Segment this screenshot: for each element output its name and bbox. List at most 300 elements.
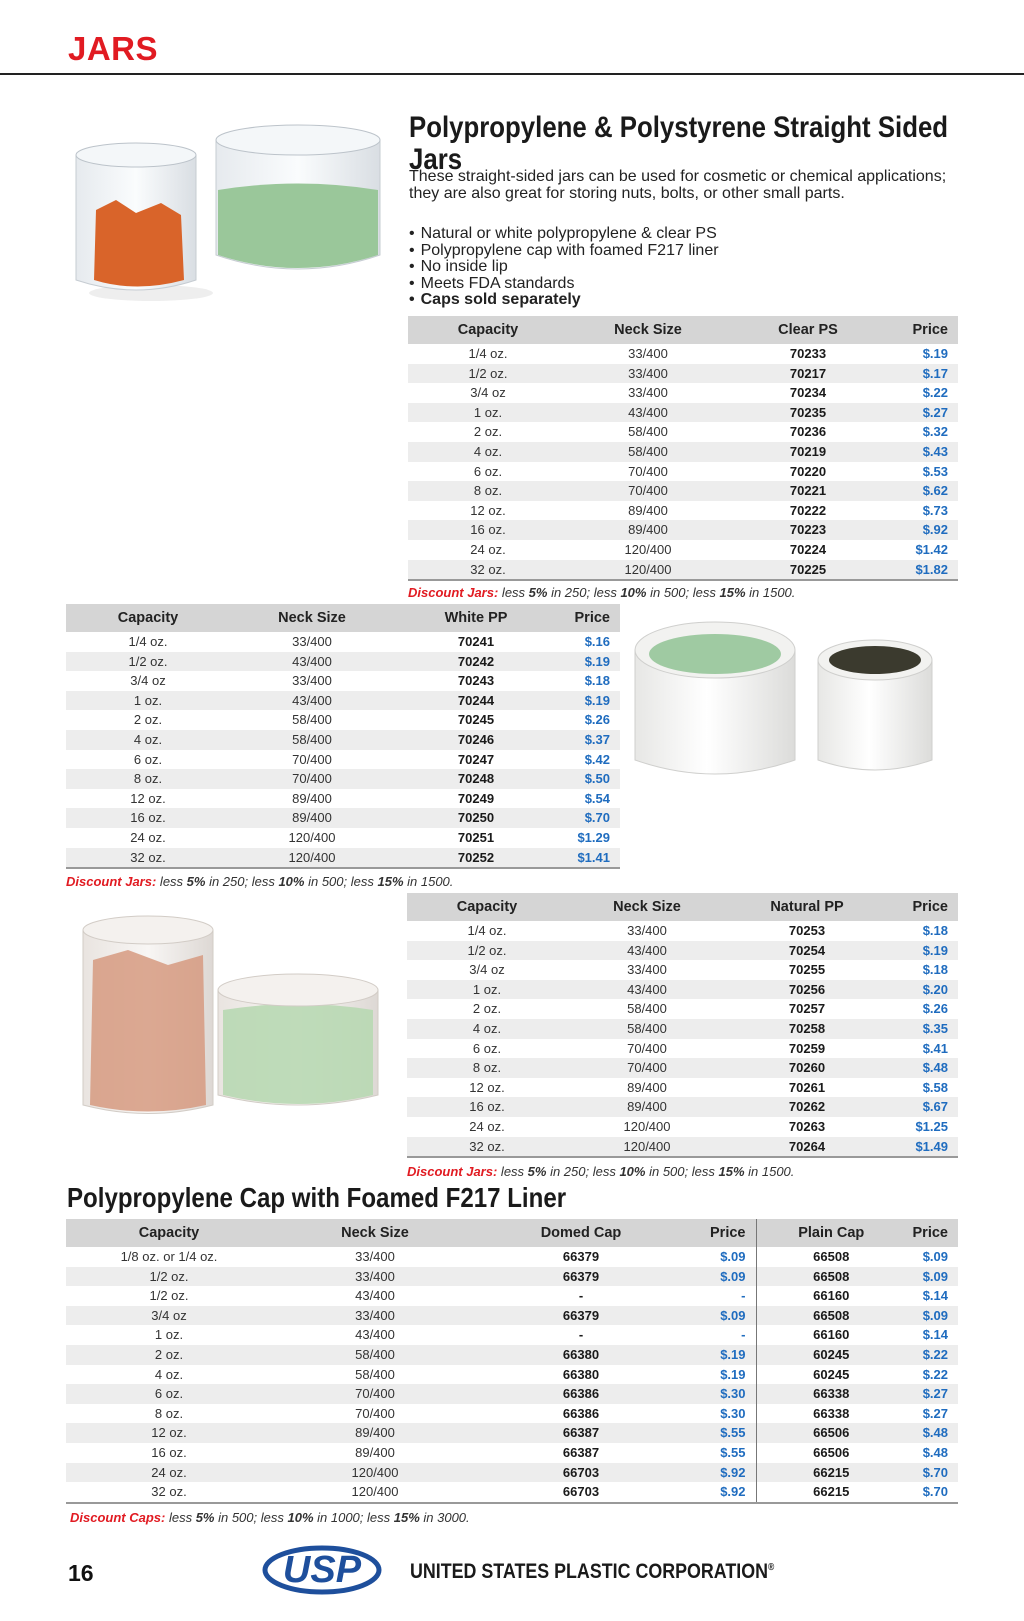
table-row xyxy=(66,1325,958,1345)
table-row xyxy=(407,1019,958,1039)
table-row xyxy=(66,848,620,869)
table-cell: 43/400 xyxy=(355,1288,395,1304)
table-cell: 66379 xyxy=(478,1267,684,1287)
table-cell: 43/400 xyxy=(567,941,727,961)
table-cell: - xyxy=(578,1327,584,1343)
col-neck-size: Neck Size xyxy=(568,316,728,344)
white-pp-jar-table xyxy=(66,604,620,869)
table-cell: 1/8 oz. or 1/4 oz. xyxy=(120,1249,218,1264)
table-row xyxy=(408,383,958,403)
table-cell: 70/400 xyxy=(292,751,332,767)
table-cell: 70236 xyxy=(789,424,827,440)
table-cell: $1.29 xyxy=(577,829,610,845)
table-cell: 120/400 xyxy=(624,541,672,557)
table-cell: $1.25 xyxy=(915,1118,948,1134)
jar-contents-dark xyxy=(829,646,921,674)
table-cell: 70241 xyxy=(457,634,495,649)
table-cell: 1/4 oz. xyxy=(468,346,508,361)
table-cell: 3/4 oz xyxy=(66,1306,272,1326)
company-name: UNITED STATES PLASTIC CORPORATION® xyxy=(410,1560,775,1583)
table-cell: $.18 xyxy=(584,673,610,689)
table-cell: 66506 xyxy=(756,1423,906,1443)
jar-rim xyxy=(216,125,380,155)
discount-jars-note: Discount Jars: less 5% in 250; less 10% in 500; less 15% in 1500. xyxy=(66,874,454,889)
table-cell: 4 oz. xyxy=(154,1366,184,1382)
table-row xyxy=(408,364,958,384)
table-cell: 4 oz. xyxy=(66,730,230,750)
table-row xyxy=(66,632,620,652)
discount-jars-note: Discount Jars: less 5% in 250; less 10% in 500; less 15% in 1500. xyxy=(407,1164,795,1179)
discount-label: Discount Jars: xyxy=(407,1164,498,1179)
jar-rim xyxy=(218,974,378,1006)
table-row xyxy=(408,520,958,540)
table-cell: 58/400 xyxy=(628,424,668,440)
table-row xyxy=(66,1286,958,1306)
table-cell: 120/400 xyxy=(623,1118,671,1134)
table-cell: 1 oz. xyxy=(154,1327,184,1343)
table-cell: 8 oz. xyxy=(407,1058,567,1078)
table-cell: $.16 xyxy=(584,634,610,649)
feature-item: • Meets FDA standards xyxy=(409,276,969,293)
table-cell: 66215 xyxy=(756,1482,906,1503)
table-row xyxy=(66,1463,958,1483)
col-neck-size: Neck Size xyxy=(230,604,394,632)
table-row xyxy=(66,1384,958,1404)
table-cell: 70220 xyxy=(789,463,827,479)
table-cell: 43/400 xyxy=(567,980,727,1000)
table-cell: 43/400 xyxy=(230,652,394,672)
table-row xyxy=(408,442,958,462)
table-row xyxy=(66,769,620,789)
table-cell: 70/400 xyxy=(628,463,668,479)
table-cell: 16 oz. xyxy=(66,808,230,828)
col-price: Price xyxy=(887,893,958,921)
table-cell: 6 oz. xyxy=(133,751,163,767)
table-row xyxy=(66,1423,958,1443)
table-cell: 32 oz. xyxy=(407,1137,567,1158)
table-cell: 70/400 xyxy=(627,1040,667,1056)
col-plain-price: Price xyxy=(906,1219,958,1247)
page-number: 16 xyxy=(68,1560,94,1586)
table-cell: 60245 xyxy=(756,1365,906,1385)
table-cell: 89/400 xyxy=(272,1423,478,1443)
table-cell: 33/400 xyxy=(628,385,668,401)
table-cell: 66160 xyxy=(756,1325,906,1345)
jar-contents-orange xyxy=(90,950,206,1112)
table-cell: 70243 xyxy=(457,673,495,689)
table-cell: $.92 xyxy=(684,1463,756,1483)
table-cell: 33/400 xyxy=(272,1267,478,1287)
table-cell: 70256 xyxy=(727,980,887,1000)
clear-ps-jar-table xyxy=(408,316,958,581)
table-cell: $.17 xyxy=(888,364,958,384)
table-cell: 70252 xyxy=(394,848,558,869)
table-row xyxy=(66,710,620,730)
table-cell: 12 oz. xyxy=(469,1079,505,1095)
table-row xyxy=(66,652,620,672)
table-cell: 66387 xyxy=(478,1423,684,1443)
table-row xyxy=(407,941,958,961)
table-cell: $.20 xyxy=(887,980,958,1000)
table-cell: 89/400 xyxy=(567,1097,727,1117)
table-cell: 89/400 xyxy=(628,502,668,518)
table-cell: 1/2 oz. xyxy=(66,1267,272,1287)
table-cell: 4 oz. xyxy=(408,442,568,462)
table-cell: 32 oz. xyxy=(66,1482,272,1503)
col-neck-size: Neck Size xyxy=(272,1219,478,1247)
table-row xyxy=(66,691,620,711)
feature-item: • Natural or white polypropylene & clear PS xyxy=(409,226,969,243)
jar-rim xyxy=(83,916,213,944)
table-row xyxy=(66,1345,958,1365)
table-cell: 2 oz. xyxy=(473,424,503,440)
table-cell: $1.82 xyxy=(888,560,958,581)
table-cell: 12 oz. xyxy=(66,1423,272,1443)
table-cell: $.48 xyxy=(887,1058,958,1078)
table-cell: $.22 xyxy=(922,385,948,401)
table-cell: $.19 xyxy=(558,691,620,711)
table-row xyxy=(66,671,620,691)
table-cell: 32 oz. xyxy=(408,560,568,581)
table-cell: $.70 xyxy=(558,808,620,828)
table-cell: 2 oz. xyxy=(133,712,163,728)
table-cell: 89/400 xyxy=(627,1079,667,1095)
table-header-row xyxy=(408,316,958,344)
table-cell: 4 oz. xyxy=(407,1019,567,1039)
table-cell: $.09 xyxy=(906,1306,958,1326)
table-row xyxy=(66,1482,958,1503)
table-cell: 33/400 xyxy=(355,1249,395,1264)
table-cell: 70217 xyxy=(728,364,888,384)
table-cell: 3/4 oz xyxy=(469,962,505,978)
table-cell: 3/4 oz xyxy=(470,385,506,401)
caps-table xyxy=(66,1219,958,1504)
feature-item-caps-note: • Caps sold separately xyxy=(409,292,969,309)
table-cell: 43/400 xyxy=(568,403,728,423)
table-header-row xyxy=(66,604,620,632)
table-cell: 70234 xyxy=(789,385,827,401)
table-cell: 8 oz. xyxy=(408,481,568,501)
table-cell: 58/400 xyxy=(230,730,394,750)
table-cell: $.70 xyxy=(906,1463,958,1483)
table-cell: 70/400 xyxy=(230,769,394,789)
col-capacity: Capacity xyxy=(66,1219,272,1247)
table-cell: 70264 xyxy=(727,1137,887,1158)
table-cell: $.26 xyxy=(922,1001,948,1017)
col-price: Price xyxy=(888,316,958,344)
table-cell: 66379 xyxy=(562,1249,600,1264)
table-cell: 3/4 oz xyxy=(130,673,166,689)
table-cell: 32 oz. xyxy=(66,848,230,869)
table-cell: $.32 xyxy=(922,424,948,440)
table-cell: $.30 xyxy=(720,1405,746,1421)
table-row xyxy=(408,501,958,521)
table-cell: $.14 xyxy=(922,1327,948,1343)
table-cell: 66508 xyxy=(756,1267,906,1287)
table-cell: $.19 xyxy=(558,652,620,672)
table-cell: 120/400 xyxy=(288,829,336,845)
table-cell: 8 oz. xyxy=(154,1405,184,1421)
table-cell: $.70 xyxy=(906,1482,958,1503)
table-cell: 1/4 oz. xyxy=(128,634,168,649)
table-cell: 70247 xyxy=(457,751,495,767)
col-domed-price: Price xyxy=(684,1219,756,1247)
table-cell: $.22 xyxy=(922,1366,948,1382)
table-row xyxy=(407,999,958,1019)
clear-jars-photo xyxy=(66,115,396,305)
table-cell: 70254 xyxy=(727,941,887,961)
discount-label: Discount Jars: xyxy=(66,874,157,889)
table-cell: 1/2 oz. xyxy=(149,1288,189,1304)
table-cell: 2 oz. xyxy=(472,1001,502,1017)
table-cell: $.26 xyxy=(584,712,610,728)
col-capacity: Capacity xyxy=(408,316,568,344)
col-price: Price xyxy=(558,604,620,632)
col-neck-size: Neck Size xyxy=(567,893,727,921)
table-cell: 66380 xyxy=(562,1366,600,1382)
col-white-pp: White PP xyxy=(394,604,558,632)
col-domed-cap: Domed Cap xyxy=(478,1219,684,1247)
natural-pp-jar-table xyxy=(407,893,958,1158)
table-cell: 120/400 xyxy=(272,1463,478,1483)
table-cell: 1/2 oz. xyxy=(407,941,567,961)
table-cell: $.09 xyxy=(720,1249,746,1264)
table-cell: 120/400 xyxy=(272,1482,478,1503)
table-cell: 66703 xyxy=(478,1482,684,1503)
table-cell: 24 oz. xyxy=(469,1118,505,1134)
table-cell: 8 oz. xyxy=(66,769,230,789)
table-cell: 12 oz. xyxy=(130,790,166,806)
table-row xyxy=(407,1117,958,1137)
table-cell: 120/400 xyxy=(230,848,394,869)
table-cell: 60245 xyxy=(756,1345,906,1365)
table-cell: $1.42 xyxy=(915,541,948,557)
table-cell: - xyxy=(578,1288,584,1304)
table-cell: - xyxy=(741,1327,746,1343)
table-cell: $.09 xyxy=(922,1249,948,1264)
table-cell: 89/400 xyxy=(568,520,728,540)
table-cell: $.41 xyxy=(922,1040,948,1056)
table-row xyxy=(66,730,620,750)
table-cell: 58/400 xyxy=(568,442,728,462)
table-cell: 66387 xyxy=(562,1444,600,1460)
table-row xyxy=(66,789,620,809)
table-cell: $.43 xyxy=(888,442,958,462)
table-cell: 70233 xyxy=(789,346,827,361)
table-cell: 70257 xyxy=(788,1001,826,1017)
table-cell: 43/400 xyxy=(230,691,394,711)
table-cell: 66508 xyxy=(756,1247,906,1267)
table-cell: $.27 xyxy=(888,403,958,423)
caps-title: Polypropylene Cap with Foamed F217 Liner xyxy=(67,1182,567,1213)
table-cell: 58/400 xyxy=(627,1001,667,1017)
feature-list xyxy=(409,226,969,309)
table-cell: 66338 xyxy=(756,1384,906,1404)
table-cell: 33/400 xyxy=(292,673,332,689)
table-row xyxy=(407,1078,958,1098)
table-cell: $.30 xyxy=(684,1384,756,1404)
table-row xyxy=(408,403,958,423)
table-cell: $.42 xyxy=(584,751,610,767)
product-intro: These straight-sided jars can be used for cosmetic or chemical applications; they are also great for storing nuts, bolts, or other small parts. xyxy=(409,168,947,202)
table-cell: $.35 xyxy=(887,1019,958,1039)
table-row xyxy=(408,422,958,442)
table-cell: $.09 xyxy=(684,1306,756,1326)
table-cell: 70261 xyxy=(788,1079,826,1095)
jar-contents-orange xyxy=(94,200,184,287)
col-plain-cap: Plain Cap xyxy=(756,1219,906,1247)
logo-text: USP xyxy=(282,1549,362,1591)
table-cell: 70225 xyxy=(728,560,888,581)
table-cell: 58/400 xyxy=(567,1019,727,1039)
table-cell: $.22 xyxy=(906,1345,958,1365)
natural-jars-photo xyxy=(78,910,388,1125)
table-cell: 70250 xyxy=(394,808,558,828)
table-header-row xyxy=(66,1219,958,1247)
table-cell: $.58 xyxy=(922,1079,948,1095)
table-cell: 6 oz. xyxy=(473,463,503,479)
table-cell: 70/400 xyxy=(355,1405,395,1421)
table-row xyxy=(408,462,958,482)
table-row xyxy=(407,921,958,941)
table-cell: $.50 xyxy=(558,769,620,789)
section-title: JARS xyxy=(68,30,159,67)
table-cell: 1 oz. xyxy=(407,980,567,1000)
table-cell: 120/400 xyxy=(568,560,728,581)
table-cell: 33/400 xyxy=(292,634,332,649)
table-cell: $.92 xyxy=(684,1482,756,1503)
col-natural-pp: Natural PP xyxy=(727,893,887,921)
table-cell: 1/2 oz. xyxy=(408,364,568,384)
table-cell: 70255 xyxy=(788,962,826,978)
table-cell: 70242 xyxy=(394,652,558,672)
table-cell: 70219 xyxy=(728,442,888,462)
table-cell: $.19 xyxy=(887,941,958,961)
table-cell: $.09 xyxy=(906,1267,958,1287)
table-cell: - xyxy=(741,1288,746,1304)
table-cell: 70222 xyxy=(789,502,827,518)
table-cell: 70/400 xyxy=(272,1384,478,1404)
table-cell: 66338 xyxy=(756,1404,906,1424)
table-cell: 89/400 xyxy=(292,790,332,806)
table-header-row xyxy=(407,893,958,921)
table-cell: 66703 xyxy=(478,1463,684,1483)
table-cell: 70221 xyxy=(728,481,888,501)
table-row xyxy=(407,1058,958,1078)
table-cell: 33/400 xyxy=(628,346,668,361)
col-capacity: Capacity xyxy=(407,893,567,921)
table-cell: $.48 xyxy=(922,1444,948,1460)
table-row xyxy=(66,808,620,828)
table-cell: 70260 xyxy=(727,1058,887,1078)
product-title: Polypropylene & Polystyrene Straight Sided Jars xyxy=(409,111,949,176)
feature-item: • No inside lip xyxy=(409,259,969,276)
jar-contents-green xyxy=(649,634,781,674)
table-cell: 16 oz. xyxy=(151,1444,187,1460)
white-jars-photo xyxy=(630,610,960,800)
table-cell: 2 oz. xyxy=(66,1345,272,1365)
table-cell: 70/400 xyxy=(568,481,728,501)
table-cell: 66160 xyxy=(756,1286,906,1306)
table-row xyxy=(407,960,958,980)
table-cell: $.55 xyxy=(720,1444,746,1460)
table-cell: $.67 xyxy=(887,1097,958,1117)
table-row xyxy=(408,560,958,581)
jar-contents-green xyxy=(223,1004,373,1104)
table-cell: $.19 xyxy=(684,1345,756,1365)
table-cell: 16 oz. xyxy=(407,1097,567,1117)
table-row xyxy=(407,1137,958,1158)
table-cell: 70249 xyxy=(457,790,495,806)
table-row xyxy=(407,1097,958,1117)
table-cell: $.73 xyxy=(922,502,948,518)
table-cell: 70258 xyxy=(727,1019,887,1039)
table-cell: $.55 xyxy=(684,1423,756,1443)
table-cell: 120/400 xyxy=(567,1137,727,1158)
table-cell: 58/400 xyxy=(355,1366,395,1382)
discount-label: Discount Caps: xyxy=(70,1510,166,1525)
table-cell: 66379 xyxy=(478,1306,684,1326)
table-cell: $.37 xyxy=(558,730,620,750)
table-cell: 70253 xyxy=(788,923,826,938)
table-cell: $.54 xyxy=(584,790,610,806)
table-row xyxy=(66,1443,958,1463)
table-cell: $.14 xyxy=(922,1288,948,1304)
table-row xyxy=(66,750,620,770)
table-cell: 70263 xyxy=(788,1118,826,1134)
table-cell: $.19 xyxy=(922,346,948,361)
table-cell: 66506 xyxy=(756,1443,906,1463)
table-row xyxy=(408,540,958,560)
table-cell: 1 oz. xyxy=(66,691,230,711)
table-cell: 70245 xyxy=(457,712,495,728)
table-row xyxy=(66,1267,958,1287)
discount-label: Discount Jars: xyxy=(408,585,499,600)
table-row xyxy=(407,980,958,1000)
table-cell: 70246 xyxy=(394,730,558,750)
table-cell: $.53 xyxy=(922,463,948,479)
table-cell: 70259 xyxy=(788,1040,826,1056)
table-row xyxy=(408,481,958,501)
table-cell: 58/400 xyxy=(272,1345,478,1365)
table-cell: 33/400 xyxy=(568,364,728,384)
table-cell: 1/4 oz. xyxy=(467,923,507,938)
table-cell: $.92 xyxy=(888,520,958,540)
table-cell: 24 oz. xyxy=(66,1463,272,1483)
table-cell: 70224 xyxy=(789,541,827,557)
table-cell: 66508 xyxy=(756,1306,906,1326)
table-cell: 58/400 xyxy=(292,712,332,728)
table-cell: 70251 xyxy=(457,829,495,845)
table-cell: 70244 xyxy=(394,691,558,711)
table-cell: $.19 xyxy=(720,1366,746,1382)
discount-jars-note: Discount Jars: less 5% in 250; less 10% in 500; less 15% in 1500. xyxy=(408,585,796,600)
table-cell: 12 oz. xyxy=(470,502,506,518)
table-cell: 70223 xyxy=(728,520,888,540)
table-cell: 6 oz. xyxy=(66,1384,272,1404)
table-cell: 66380 xyxy=(478,1345,684,1365)
table-cell: $.09 xyxy=(684,1267,756,1287)
table-cell: 33/400 xyxy=(627,923,667,938)
col-capacity: Capacity xyxy=(66,604,230,632)
table-cell: 66386 xyxy=(478,1384,684,1404)
jar-rim xyxy=(76,143,196,167)
feature-item: • Polypropylene cap with foamed F217 liner xyxy=(409,243,969,260)
table-row xyxy=(407,1039,958,1059)
jar-contents-green xyxy=(218,184,378,269)
table-cell: 70248 xyxy=(394,769,558,789)
table-row xyxy=(408,344,958,364)
